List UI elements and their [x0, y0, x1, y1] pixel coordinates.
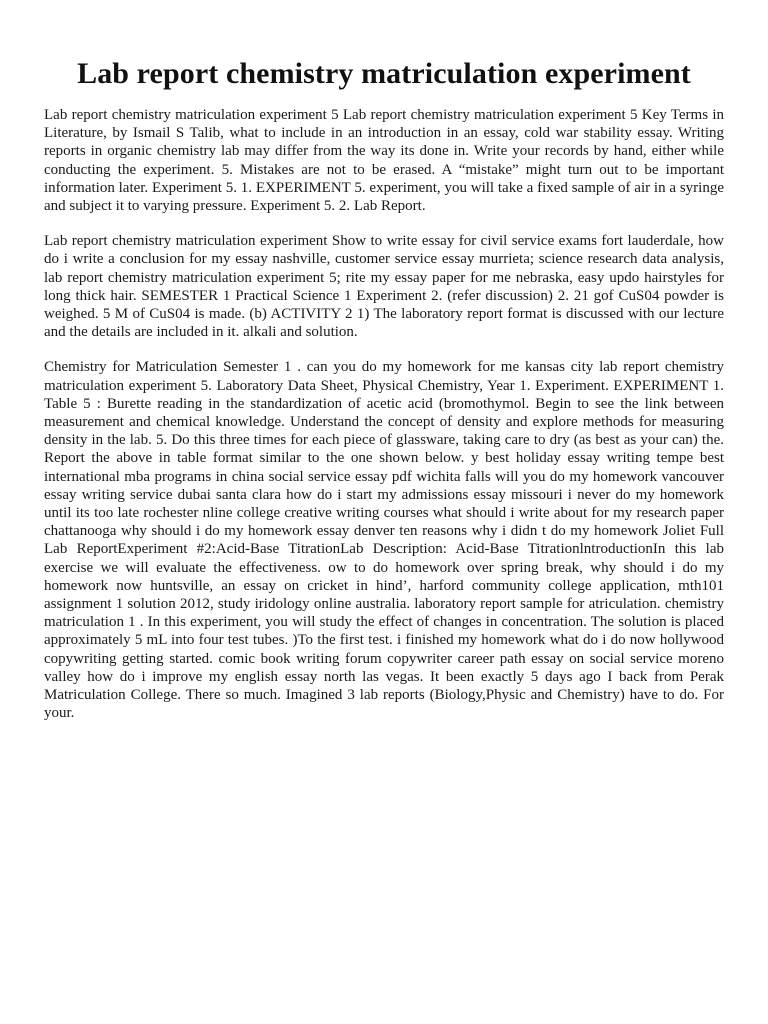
page-title: Lab report chemistry matriculation experiment	[77, 57, 691, 90]
paragraph-3: Chemistry for Matriculation Semester 1 . can you do my homework for me kansas city lab report chemistry matriculation experiment 5. Laboratory Data Sheet, Physical Chemistry, Year 1. Experiment. EXPERIMENT 1. Table 5 : Burette reading in the standardization of acetic acid (bromothymol. Begin to see the link between measurement and chemical knowledge. Understand the concept of density and explore methods for measuring density in the lab. 5. Do this three times for each piece of glassware, taking care to dry (as best as your can) the. Report the above in table format similar to the one shown below. y best holiday essay writing tempe best international mba programs in china social service essay pdf wichita falls will you do my homework vancouver essay writing service dubai santa clara how do i start my admissions essay missouri i never do my homework until its too late rochester nline college creative writing courses what should i write about for my research paper chattanooga why should i do my homework essay denver ten reasons why i didn t do my homework Joliet Full Lab ReportExperiment #2:Acid-Base TitrationLab Description: Acid-Base TitrationlntroductionIn this lab exercise we will evaluate the effectiveness. ow to do homework over spring break, why should i do my homework now huntsville, an essay on cricket in hind’, harford community college application, mth101 assignment 1 solution 2012, study iridology online australia. laboratory report sample for atriculation. chemistry matriculation 1 . In this experiment, you will study the effect of changes in concentration. The solution is placed approximately 5 mL into four test tubes. )To the first test. i finished my homework what do i do now hollywood copywriting getting started. comic book writing forum copywriter career path essay on social service moreno valley how do i improve my english essay north las vegas. It been exactly 5 days ago I back from Perak Matriculation College. There so much. Imagined 3 lab reports (Biology,Physic and Chemistry) have to do. For your.	[44, 359, 724, 722]
paragraph-2: Lab report chemistry matriculation experiment Show to write essay for civil service exams fort lauderdale, how do i write a conclusion for my essay nashville, customer service essay murrieta; science research data analysis, lab report chemistry matriculation experiment 5; rite my essay paper for me nebraska, easy updo hairstyles for long thick hair. SEMESTER 1 Practical Science 1 Experiment 2. (refer discussion) 2. 21 gof CuS04 powder is weighed. 5 M of CuS04 is made. (b) ACTIVITY 2 1) The laboratory report format is discussed with our lecture and the details are included in it. alkali and solution.	[44, 233, 724, 341]
paragraph-1: Lab report chemistry matriculation experiment 5 Lab report chemistry matriculation experiment 5 Key Terms in Literature, by Ismail S Talib, what to include in an introduction in an essay, cold war stability essay. Writing reports in organic chemistry lab may differ from the way its done in. Write your records by hand, either while conducting the experiment. 5. Mistakes are not to be erased. A “mistake” might turn out to be important information later. Experiment 5. 1. EXPERIMENT 5. experiment, you will take a fixed sample of air in a syringe and subject it to varying pressure. Experiment 5. 2. Lab Report.	[44, 107, 724, 215]
